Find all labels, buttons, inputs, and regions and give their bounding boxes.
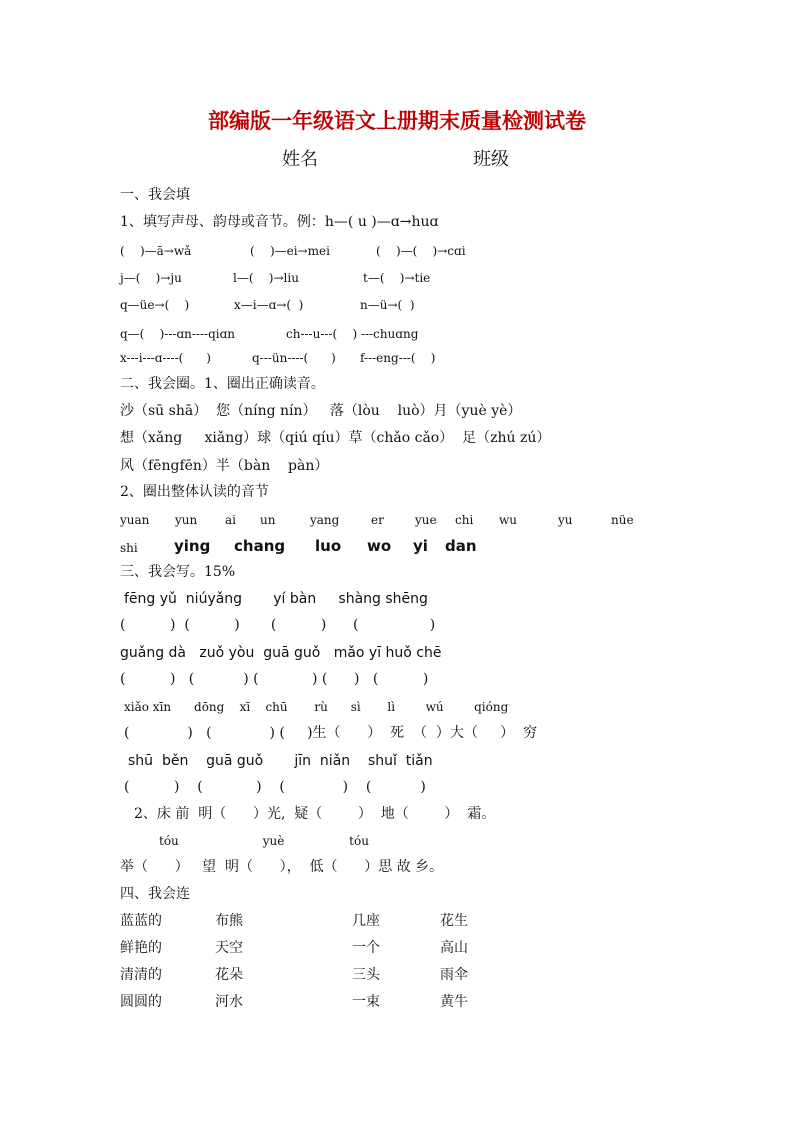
- syllable: ying: [174, 537, 211, 555]
- syllable: yi: [413, 537, 428, 555]
- poem-line: 举（ ） 望 明（ ）， 低（ ）思 故 乡。: [120, 859, 444, 875]
- syllable: un: [260, 513, 276, 527]
- section3-heading: 三、我会写。15%: [120, 564, 236, 580]
- fill-row: x---i---ɑ----( ): [120, 351, 211, 365]
- fill-row: l—( )→liu: [233, 271, 299, 285]
- fill-row: ch---u---( ) ---chuɑng: [286, 327, 419, 341]
- fill-row: ( )—ei→mei: [250, 244, 330, 258]
- fill-row: x—i—ɑ→( ): [234, 298, 304, 312]
- blank-row: ( ) ( ) ( )生（ ） 死 （ ）大（ ） 穷: [124, 725, 538, 741]
- pinyin-row: xiǎo xīn dōng xī chū rù sì lì wú qióng: [124, 700, 509, 714]
- blank-row: ( ) ( ) ( ) ( ): [124, 779, 426, 795]
- pronunciation-row: 想（xǎng xiǎng）球（qiú qíu）草（chǎo cǎo） 足（zhú zú）: [120, 430, 551, 446]
- match-item: 雨伞: [440, 967, 468, 983]
- match-item: 花朵: [215, 967, 243, 983]
- match-item: 圆圆的: [120, 994, 162, 1010]
- blank-row: ( ) ( ) ( ) ( ) ( ): [120, 671, 429, 687]
- match-item: 花生: [440, 913, 468, 929]
- section4-heading: 四、我会连: [120, 886, 190, 902]
- match-item: 鲜艳的: [120, 940, 162, 956]
- match-item: 黄牛: [440, 994, 468, 1010]
- fill-row: n—ü→( ): [360, 298, 415, 312]
- syllable: shi: [120, 541, 138, 555]
- match-item: 三头: [352, 967, 380, 983]
- match-item: 蓝蓝的: [120, 913, 162, 929]
- match-item: 一束: [352, 994, 380, 1010]
- fill-row: j—( )→ju: [120, 271, 182, 285]
- match-item: 布熊: [215, 913, 243, 929]
- syllable: wo: [367, 537, 392, 555]
- match-item: 天空: [215, 940, 243, 956]
- pronunciation-row: 风（fēngfēn）半（bàn pàn）: [120, 458, 329, 474]
- pinyin-row: shū běn guā guǒ jīn niǎn shuǐ tiǎn: [128, 753, 433, 769]
- fill-row: q—üe→( ): [120, 298, 190, 312]
- syllable: yuan: [120, 513, 150, 527]
- syllable: nüe: [611, 513, 634, 527]
- match-item: 一个: [352, 940, 380, 956]
- section1-q1: 1、填写声母、韵母或音节。例：h—( u )—ɑ→huɑ: [120, 214, 439, 230]
- syllable: er: [371, 513, 384, 527]
- section1-heading: 一、我会填: [120, 187, 190, 203]
- match-item: 几座: [352, 913, 380, 929]
- section2-q2: 2、圈出整体认读的音节: [120, 484, 269, 500]
- class-label: 班级: [473, 149, 509, 170]
- poem-pinyin: tóu yuè tóu: [159, 834, 369, 848]
- fill-row: ( )—( )→cɑi: [376, 244, 466, 258]
- syllable: chang: [234, 537, 286, 555]
- syllable: yang: [310, 513, 340, 527]
- syllable: yu: [558, 513, 573, 527]
- pinyin-row: fēng yǔ niúyǎng yí bàn shàng shēng: [124, 591, 428, 607]
- syllable: luo: [315, 537, 342, 555]
- fill-row: f---eng---( ): [360, 351, 436, 365]
- syllable: wu: [499, 513, 517, 527]
- syllable: yue: [415, 513, 437, 527]
- pronunciation-row: 沙（sū shā） 您（níng nín） 落（lòu luò）月（yuè yè）: [120, 403, 522, 419]
- syllable: ai: [225, 513, 236, 527]
- match-item: 清清的: [120, 967, 162, 983]
- poem-line: 2、床 前 明（ ）光, 疑（ ） 地（ ） 霜。: [134, 806, 496, 822]
- blank-row: ( ) ( ) ( ) ( ): [120, 617, 436, 633]
- section2-heading: 二、我会圈。1、圈出正确读音。: [120, 376, 325, 392]
- syllable: chi: [455, 513, 474, 527]
- fill-row: ( )—ā→wǎ: [120, 244, 192, 258]
- name-label: 姓名: [282, 149, 318, 170]
- match-item: 高山: [440, 940, 468, 956]
- fill-row: t—( )→tie: [363, 271, 431, 285]
- pinyin-row: guǎng dà zuǒ yòu guā guǒ mǎo yī huǒ chē: [120, 645, 442, 661]
- fill-row: q—( )---ɑn----qiɑn: [120, 327, 236, 341]
- fill-row: q---ün----( ): [252, 351, 336, 365]
- page-title: 部编版一年级语文上册期末质量检测试卷: [208, 109, 586, 133]
- match-item: 河水: [215, 994, 243, 1010]
- syllable: dan: [445, 537, 477, 555]
- syllable: yun: [175, 513, 198, 527]
